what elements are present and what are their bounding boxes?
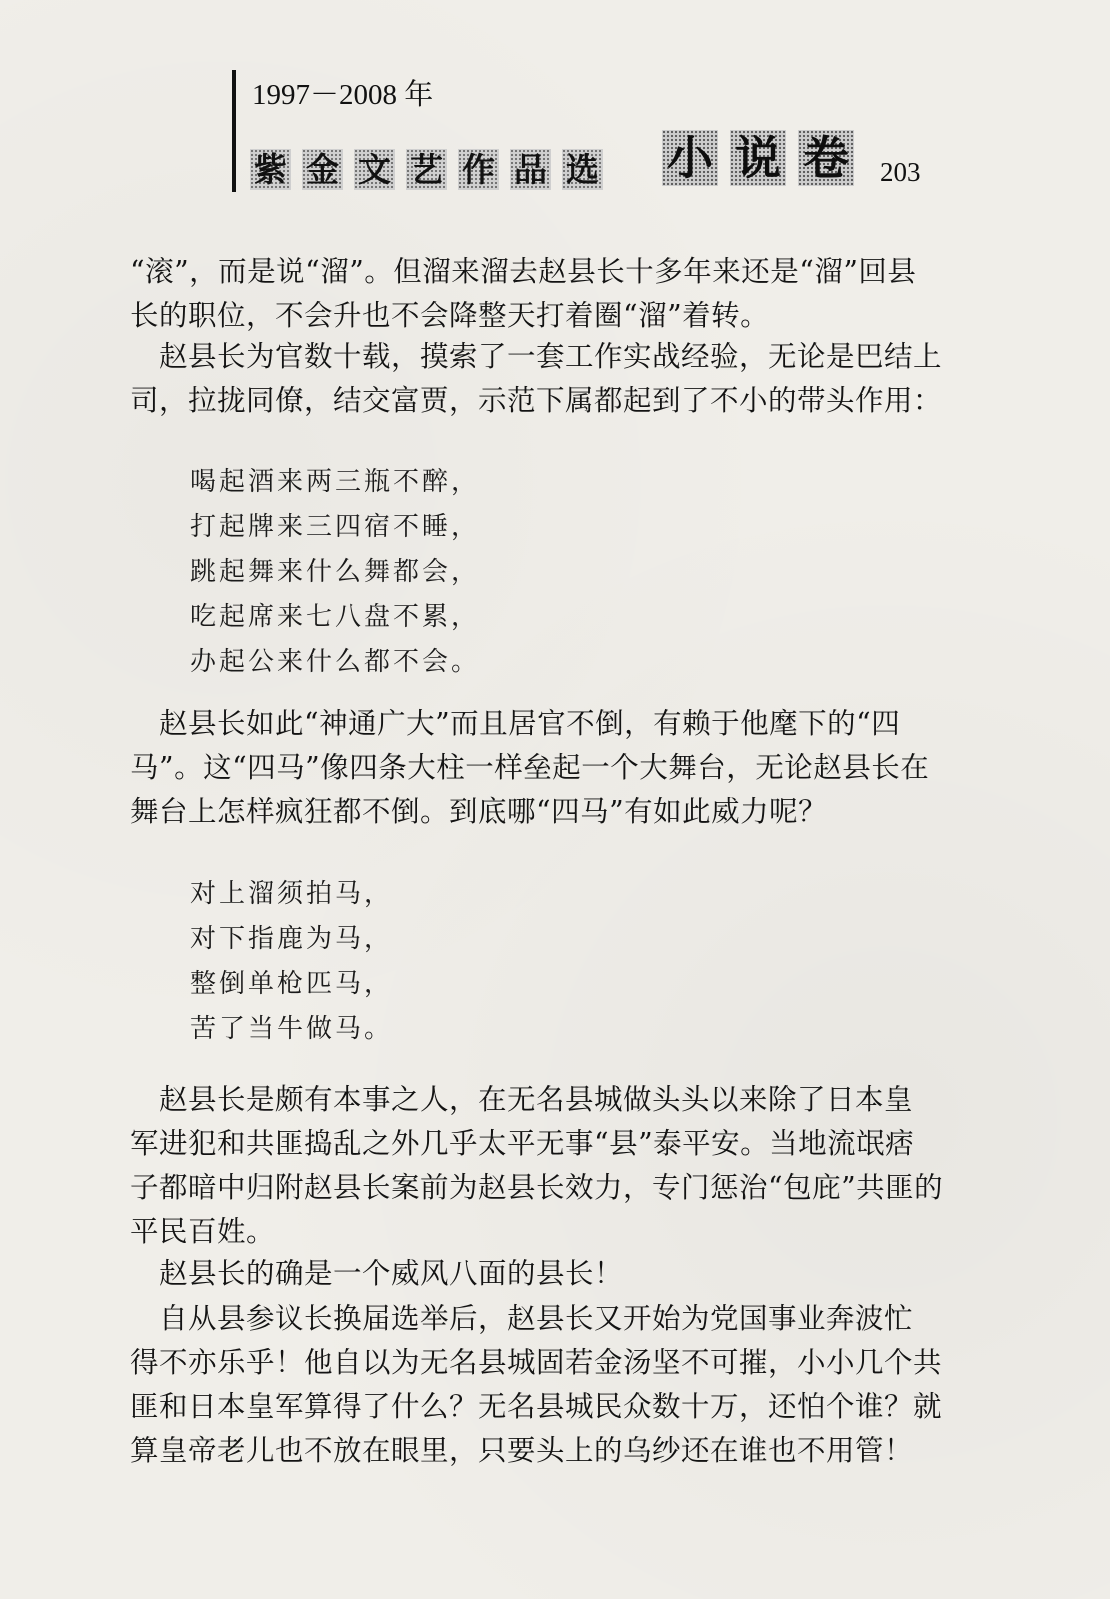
text-line: 匪和日本皇军算得了什么？无名县城民众数十万，还怕个谁？就 bbox=[130, 1390, 943, 1423]
volume-title-char: 小 bbox=[662, 130, 718, 186]
series-title-char: 品 bbox=[510, 149, 551, 190]
paragraph-1 bbox=[130, 250, 960, 338]
paragraph-5 bbox=[130, 1252, 960, 1296]
series-title-char: 文 bbox=[354, 149, 395, 190]
series-title bbox=[250, 140, 614, 190]
verse-line: 吃起席来七八盘不累， bbox=[190, 602, 481, 632]
paragraph-3 bbox=[130, 702, 960, 834]
paragraph-4 bbox=[130, 1078, 960, 1254]
series-title-char: 选 bbox=[562, 149, 603, 190]
text-line: 军进犯和共匪捣乱之外几乎太平无事“县”泰平安。当地流氓痞 bbox=[130, 1127, 915, 1160]
verse-line: 跳起舞来什么舞都会， bbox=[190, 557, 481, 587]
text-line: “滚”，而是说“溜”。但溜来溜去赵县长十多年来还是“溜”回县 bbox=[130, 255, 917, 288]
text-line: 司，拉拢同僚，结交富贾，示范下属都起到了不小的带头作用： bbox=[130, 384, 943, 417]
text-line: 得不亦乐乎！他自以为无名县城固若金汤坚不可摧，小小几个共 bbox=[130, 1346, 943, 1379]
text-line: 赵县长为官数十载，摸索了一套工作实战经验，无论是巴结上 bbox=[130, 340, 943, 373]
header-rule bbox=[232, 70, 236, 192]
text-line: 赵县长如此“神通广大”而且居官不倒，有赖于他麾下的“四 bbox=[130, 707, 901, 740]
text-line: 赵县长是颇有本事之人，在无名县城做头头以来除了日本皇 bbox=[130, 1083, 914, 1116]
series-title-char: 紫 bbox=[250, 149, 291, 190]
header-years: 1997－2008 年 bbox=[252, 79, 434, 111]
verse-line: 对上溜须拍马， bbox=[190, 879, 394, 909]
text-line: 长的职位，不会升也不会降整天打着圈“溜”着转。 bbox=[130, 299, 770, 332]
volume-title bbox=[662, 130, 866, 186]
verse-block-1 bbox=[190, 460, 480, 685]
paragraph-2 bbox=[130, 335, 960, 423]
verse-line: 苦了当牛做马。 bbox=[190, 1014, 394, 1044]
text-line: 子都暗中归附赵县长案前为赵县长效力，专门惩治“包庇”共匪的 bbox=[130, 1171, 944, 1204]
volume-title-char: 说 bbox=[730, 130, 786, 186]
volume-title-char: 卷 bbox=[798, 130, 854, 186]
verse-line: 整倒单枪匹马， bbox=[190, 969, 394, 999]
series-title-char: 艺 bbox=[406, 149, 447, 190]
text-line: 算皇帝老儿也不放在眼里，只要头上的乌纱还在谁也不用管！ bbox=[130, 1434, 914, 1467]
text-line: 马”。这“四马”像四条大柱一样垒起一个大舞台，无论赵县长在 bbox=[130, 751, 930, 784]
verse-line: 办起公来什么都不会。 bbox=[190, 647, 481, 677]
text-line: 平民百姓。 bbox=[130, 1215, 276, 1248]
verse-line: 打起牌来三四宿不睡， bbox=[190, 512, 481, 542]
verse-line: 喝起酒来两三瓶不醉， bbox=[190, 467, 481, 497]
text-line: 赵县长的确是一个威风八面的县长！ bbox=[130, 1257, 624, 1290]
text-line: 舞台上怎样疯狂都不倒。到底哪“四马”有如此威力呢？ bbox=[130, 795, 828, 828]
text-line: 自从县参议长换届选举后，赵县长又开始为党国事业奔波忙 bbox=[130, 1302, 914, 1335]
series-title-char: 金 bbox=[302, 149, 343, 190]
series-title-char: 作 bbox=[458, 149, 499, 190]
verse-line: 对下指鹿为马， bbox=[190, 924, 394, 954]
paragraph-6 bbox=[130, 1297, 960, 1473]
page-number: 203 bbox=[880, 157, 921, 187]
verse-block-2 bbox=[190, 872, 393, 1052]
